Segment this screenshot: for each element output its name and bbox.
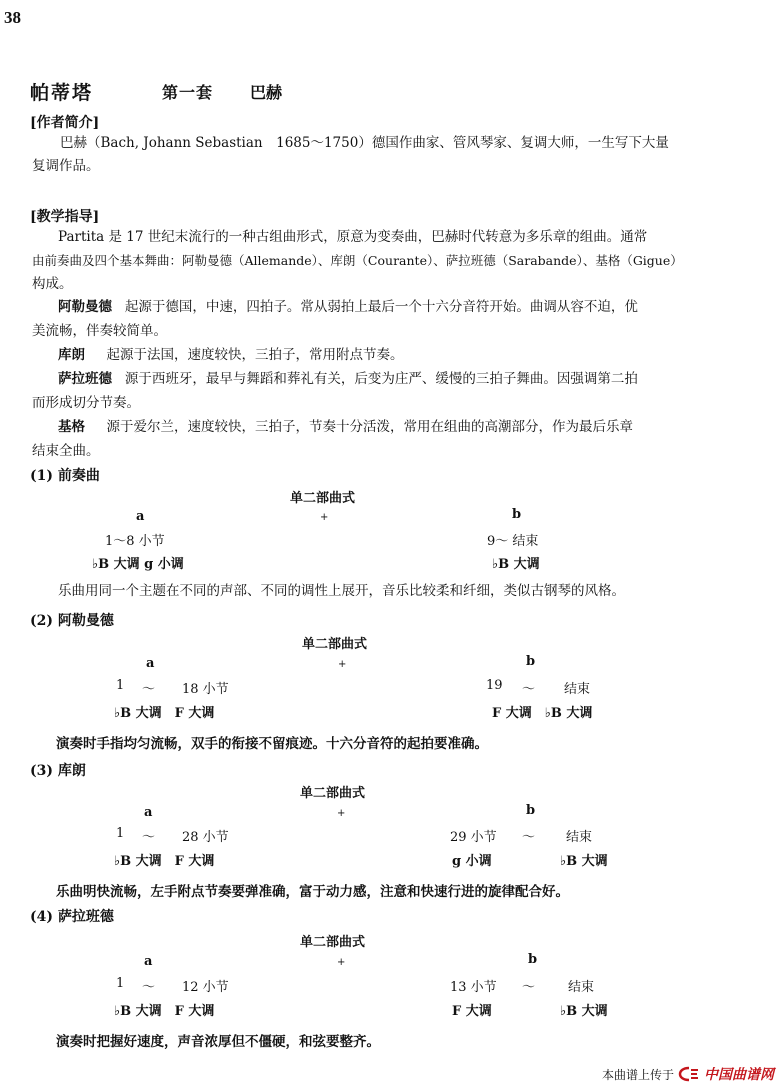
section-2-b-keys: F 大调 ♭B 大调 bbox=[492, 706, 593, 721]
section-3-b-key-1: g 小调 bbox=[452, 854, 492, 869]
section-1-heading: (1) 前奏曲 bbox=[30, 468, 100, 484]
allemande-text-2: 美流畅，伴奏较简单。 bbox=[32, 323, 167, 339]
courante-description bbox=[58, 344, 403, 366]
gigue-name: 基格 bbox=[58, 419, 85, 435]
section-3-part-a: a bbox=[144, 805, 153, 820]
footer-upload-text: 本曲谱上传于 bbox=[601, 1067, 674, 1082]
section-1-form: 单二部曲式 bbox=[290, 491, 356, 506]
section-4-part-a: a bbox=[144, 954, 153, 969]
section-2-a-keys: ♭B 大调 F 大调 bbox=[114, 706, 215, 721]
section-2-part-b: b bbox=[526, 654, 536, 669]
section-3-b-key-2: ♭B 大调 bbox=[560, 854, 608, 869]
footer-watermark bbox=[602, 1064, 774, 1084]
section-2-note: 演奏时手指均匀流畅，双手的衔接不留痕迹。十六分音符的起拍要准确。 bbox=[56, 736, 488, 752]
section-3-part-b: b bbox=[526, 803, 536, 818]
section-3-note: 乐曲明快流畅，左手附点节奏要弹准确，富于动力感，注意和快速行进的旋律配合好。 bbox=[56, 884, 569, 900]
section-4-note: 演奏时把握好速度，声音浓厚但不僵硬，和弦要整齐。 bbox=[56, 1034, 380, 1050]
section-3-a-start: 1 bbox=[116, 826, 125, 841]
piece-subtitle: 第一套 bbox=[162, 83, 214, 102]
section-3-plus: + bbox=[337, 808, 346, 819]
section-2-a-tilde: ～ bbox=[142, 682, 156, 697]
section-4-a-end: 12 小节 bbox=[182, 980, 229, 995]
section-4-a-start: 1 bbox=[116, 976, 125, 991]
section-2-b-tilde: ～ bbox=[522, 682, 536, 697]
section-4-form: 单二部曲式 bbox=[300, 935, 366, 950]
section-3-a-tilde: ～ bbox=[142, 830, 156, 845]
section-3-form: 单二部曲式 bbox=[300, 786, 366, 801]
section-2-b-start: 19 bbox=[486, 678, 503, 693]
section-4-b-tilde: ～ bbox=[522, 980, 536, 995]
section-1-note: 乐曲用同一个主题在不同的声部、不同的调性上展开，音乐比较柔和纤细，类似古钢琴的风格。 bbox=[58, 583, 625, 599]
section-2-b-end: 结束 bbox=[564, 682, 591, 697]
section-4-a-keys: ♭B 大调 F 大调 bbox=[114, 1004, 215, 1019]
sarabande-text-2: 而形成切分节奏。 bbox=[32, 395, 140, 411]
teaching-guide-heading: [教学指导] bbox=[30, 209, 100, 225]
section-4-b-start: 13 小节 bbox=[450, 980, 497, 995]
section-4-part-b: b bbox=[528, 952, 538, 967]
section-2-plus: + bbox=[338, 659, 347, 670]
sarabande-description bbox=[58, 368, 638, 390]
section-2-a-start: 1 bbox=[116, 678, 125, 693]
author-intro-line-1: 巴赫（Bach, Johann Sebastian 1685～1750）德国作曲家、管风琴家、复调大师，一生写下大量 bbox=[60, 135, 669, 151]
section-2-form: 单二部曲式 bbox=[302, 637, 368, 652]
section-1-part-a: a bbox=[136, 509, 145, 524]
section-3-b-tilde: ～ bbox=[522, 830, 536, 845]
allemande-text-1: 起源于德国，中速，四拍子。常从弱拍上最后一个十六分音符开始。曲调从容不迫，优 bbox=[124, 299, 638, 315]
footer-site-name[interactable]: 中国曲谱网 bbox=[704, 1067, 774, 1083]
section-1-part-b: b bbox=[512, 507, 522, 522]
section-1-a-bars: 1～8 小节 bbox=[105, 534, 165, 549]
section-1-plus: + bbox=[320, 512, 329, 523]
guide-line-3: 构成。 bbox=[32, 276, 73, 292]
section-2-part-a: a bbox=[146, 656, 155, 671]
sarabande-name: 萨拉班德 bbox=[58, 371, 112, 387]
allemande-description bbox=[58, 296, 638, 318]
guide-line-2: 由前奏曲及四个基本舞曲：阿勒曼德（Allemande）、库朗（Courante）、萨拉班德（Sarabande）、基格（Gigue） bbox=[32, 253, 683, 268]
section-1-a-keys: ♭B 大调 g 小调 bbox=[92, 557, 184, 572]
section-1-b-keys: ♭B 大调 bbox=[492, 557, 540, 572]
section-1-b-bars: 9～ 结束 bbox=[487, 534, 539, 549]
section-2-a-end: 18 小节 bbox=[182, 682, 229, 697]
section-3-b-start: 29 小节 bbox=[450, 830, 497, 845]
guide-line-1: Partita 是 17 世纪末流行的一种古组曲形式，原意为变奏曲，巴赫时代转意为多乐章的组曲。通常 bbox=[58, 229, 648, 245]
section-4-plus: + bbox=[337, 957, 346, 968]
section-4-b-key-1: F 大调 bbox=[452, 1004, 492, 1019]
gigue-description bbox=[58, 416, 633, 438]
section-4-b-key-2: ♭B 大调 bbox=[560, 1004, 608, 1019]
section-4-heading: (4) 萨拉班德 bbox=[30, 909, 114, 925]
sarabande-text-1: 源于西班牙，最早与舞蹈和葬礼有关，后变为庄严、缓慢的三拍子舞曲。因强调第二拍 bbox=[124, 371, 638, 387]
site-logo-icon bbox=[678, 1066, 700, 1082]
gigue-text-2: 结束全曲。 bbox=[32, 443, 100, 459]
composer-name: 巴赫 bbox=[250, 83, 283, 102]
allemande-name: 阿勒曼德 bbox=[58, 299, 112, 315]
courante-name: 库朗 bbox=[58, 347, 85, 363]
author-intro-heading: [作者简介] bbox=[30, 115, 100, 131]
section-3-a-end: 28 小节 bbox=[182, 830, 229, 845]
section-3-b-end: 结束 bbox=[566, 830, 593, 845]
section-4-b-end: 结束 bbox=[568, 980, 595, 995]
section-4-a-tilde: ～ bbox=[142, 980, 156, 995]
gigue-text-1: 源于爱尔兰，速度较快，三拍子，节奏十分活泼，常用在组曲的高潮部分，作为最后乐章 bbox=[106, 419, 633, 435]
section-3-heading: (3) 库朗 bbox=[30, 763, 86, 779]
piece-title: 帕蒂塔 bbox=[30, 82, 94, 104]
section-2-heading: (2) 阿勒曼德 bbox=[30, 613, 114, 629]
section-3-a-keys: ♭B 大调 F 大调 bbox=[114, 854, 215, 869]
page-number: 38 bbox=[4, 8, 21, 27]
courante-text: 起源于法国，速度较快，三拍子，常用附点节奏。 bbox=[106, 347, 404, 363]
author-intro-line-2: 复调作品。 bbox=[32, 158, 100, 174]
